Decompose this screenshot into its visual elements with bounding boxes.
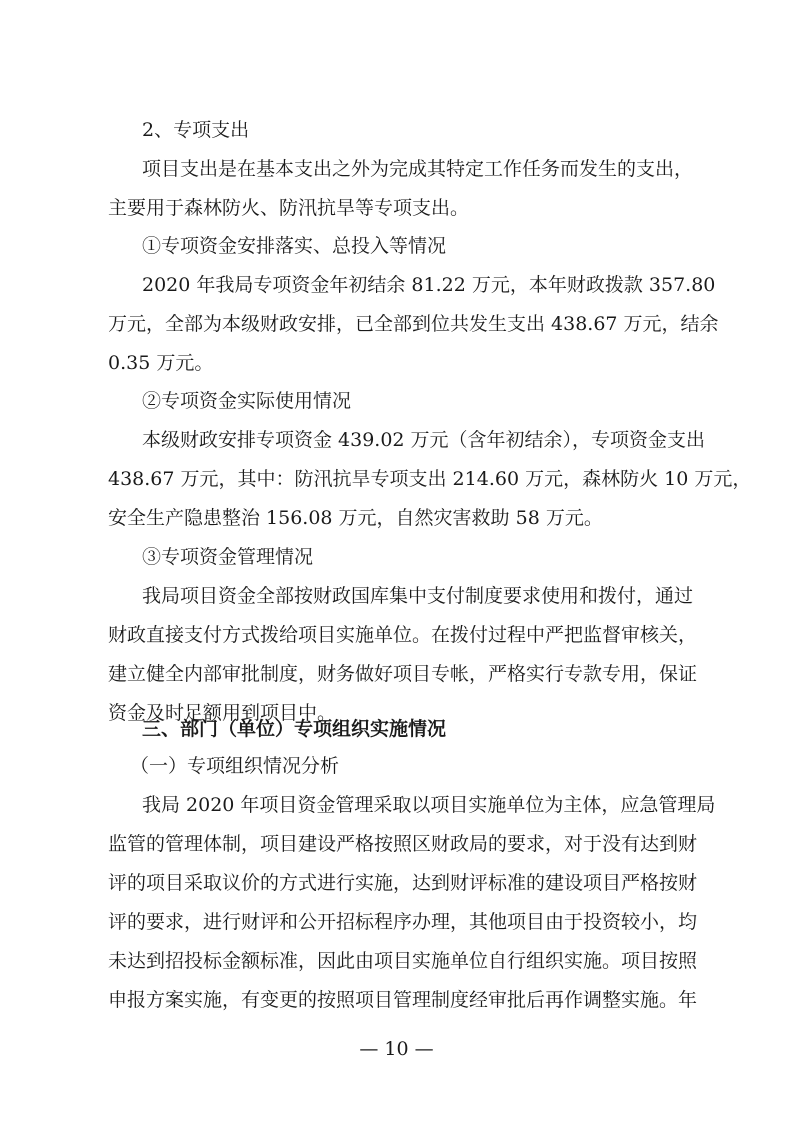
paragraph-line: 资金及时足额用到项目中。 <box>108 702 337 724</box>
subheading-fund-arrangement: ①专项资金安排落实、总投入等情况 <box>142 235 447 257</box>
paragraph-line: 财政直接支付方式拨给项目实施单位。在拨付过程中严把监督审核关， <box>108 624 698 646</box>
page-number: — 10 — <box>359 1038 434 1060</box>
paragraph-line: 申报方案实施，有变更的按照项目管理制度经审批后再作调整实施。年 <box>108 989 698 1011</box>
subheading-fund-usage: ②专项资金实际使用情况 <box>142 390 352 412</box>
paragraph-line: 建立健全内部审批制度，财务做好项目专帐，严格实行专款专用，保证 <box>108 663 698 685</box>
section-heading: 三、部门（单位）专项组织实施情况 <box>142 718 447 740</box>
paragraph-line: 0.35 万元。 <box>108 352 214 374</box>
paragraph-line: 万元，全部为本级财政安排，已全部到位共发生支出 438.67 万元，结余 <box>108 313 719 335</box>
subsection-heading: （一）专项组织情况分析 <box>130 755 340 777</box>
paragraph-line: 评的项目采取议价的方式进行实施，达到财评标准的建设项目严格按财 <box>108 872 698 894</box>
paragraph-line: 安全生产隐患整治 156.08 万元，自然灾害救助 58 万元。 <box>108 507 603 529</box>
paragraph-line: 未达到招投标金额标准，因此由项目实施单位自行组织实施。项目按照 <box>108 950 698 972</box>
paragraph-line: 438.67 万元，其中：防汛抗旱专项支出 214.60 万元，森林防火 10 万元， <box>108 468 752 490</box>
paragraph-line: 我局 2020 年项目资金管理采取以项目实施单位为主体，应急管理局 <box>142 794 716 816</box>
paragraph-line: 2020 年我局专项资金年初结余 81.22 万元，本年财政拨款 357.80 <box>142 274 716 296</box>
paragraph-line: 评的要求，进行财评和公开招标程序办理，其他项目由于投资较小，均 <box>108 911 698 933</box>
subheading-fund-management: ③专项资金管理情况 <box>142 546 314 568</box>
paragraph-line: 我局项目资金全部按财政国库集中支付制度要求使用和拨付，通过 <box>142 585 694 607</box>
paragraph-line: 项目支出是在基本支出之外为完成其特定工作任务而发生的支出， <box>142 158 694 180</box>
subheading-special-expenditure: 2、专项支出 <box>142 119 250 141</box>
paragraph-line: 本级财政安排专项资金 439.02 万元（含年初结余），专项资金支出 <box>142 429 706 451</box>
paragraph-line: 主要用于森林防火、防汛抗旱等专项支出。 <box>108 197 470 219</box>
paragraph-line: 监管的管理体制，项目建设严格按照区财政局的要求，对于没有达到财 <box>108 833 698 855</box>
